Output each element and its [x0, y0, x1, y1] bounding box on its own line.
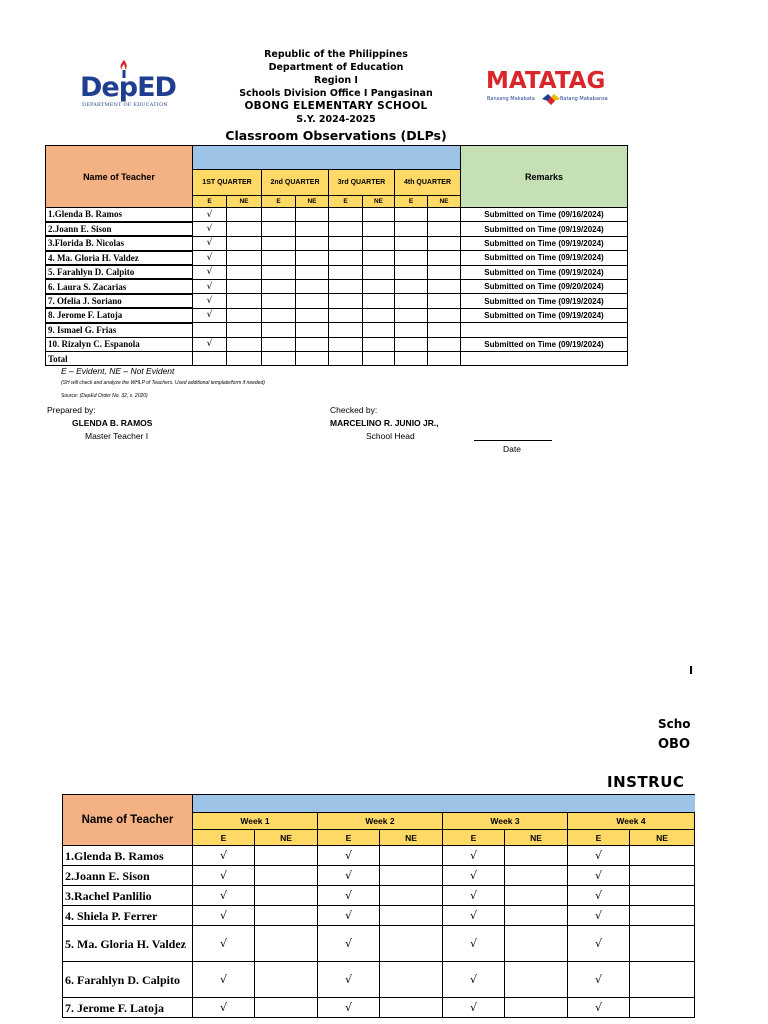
teacher-name: 1.Glenda B. Ramos	[46, 208, 193, 222]
header-division: Schools Division Office I Pangasinan	[239, 88, 433, 99]
check-cell: √	[193, 998, 255, 1018]
e-header: E	[395, 196, 428, 208]
table-row	[46, 222, 628, 236]
teacher-name: 6. Farahlyn D. Calpito	[63, 962, 193, 998]
check-cell: √	[193, 906, 255, 926]
check-cell: √	[193, 308, 227, 322]
check-cell	[193, 323, 227, 337]
quarter-header: 2nd QUARTER	[262, 170, 329, 196]
check-cell: √	[318, 926, 380, 962]
check-cell: √	[443, 886, 505, 906]
table-row	[63, 962, 695, 998]
check-cell: √	[443, 866, 505, 886]
check-cell: √	[193, 222, 227, 236]
week-band	[193, 795, 695, 813]
week-header: Week 3	[443, 813, 568, 830]
ne-header: NE	[363, 196, 395, 208]
total-row	[46, 351, 628, 365]
quarter-header: 1ST QUARTER	[193, 170, 262, 196]
check-cell: √	[443, 846, 505, 866]
ne-header: NE	[255, 830, 318, 846]
teacher-name: 5. Farahlyn D. Calpito	[46, 265, 193, 279]
table-row	[46, 265, 628, 279]
e-header: E	[262, 196, 296, 208]
check-cell: √	[193, 337, 227, 351]
ne-header: NE	[428, 196, 461, 208]
table-row	[46, 208, 628, 222]
prepared-by-label: Prepared by:	[47, 405, 96, 415]
prepared-by-title: Master Teacher I	[85, 431, 149, 441]
ne-header: NE	[296, 196, 329, 208]
teacher-name: 7. Jerome F. Latoja	[63, 998, 193, 1018]
remarks-cell: Submitted on Time (09/19/2024)	[461, 236, 628, 250]
teacher-name: 6. Laura S. Zacarias	[46, 279, 193, 293]
header-school: OBONG ELEMENTARY SCHOOL	[244, 100, 428, 112]
table-row	[46, 337, 628, 351]
check-cell: √	[568, 906, 630, 926]
table-row	[46, 236, 628, 250]
checked-by-label: Checked by:	[330, 405, 378, 415]
e-header: E	[568, 830, 630, 846]
check-cell: √	[318, 962, 380, 998]
fragment-text: I	[689, 664, 694, 677]
check-cell: √	[568, 886, 630, 906]
table-row	[46, 308, 628, 322]
table-row	[46, 294, 628, 308]
check-cell: √	[193, 236, 227, 250]
e-header: E	[329, 196, 363, 208]
teacher-name: 5. Ma. Gloria H. Valdez	[63, 926, 193, 962]
table-row	[63, 886, 695, 906]
ne-header: NE	[380, 830, 443, 846]
teacher-name: 10. Rizalyn C. Espanola	[46, 337, 193, 351]
remarks-header: Remarks	[461, 146, 628, 208]
instructional-table	[62, 794, 695, 1018]
table-row	[46, 279, 628, 293]
date-line	[474, 440, 552, 441]
quarter-band	[193, 146, 461, 170]
remarks-cell: Submitted on Time (09/19/2024)	[461, 265, 628, 279]
check-cell: √	[193, 886, 255, 906]
check-cell: √	[568, 926, 630, 962]
week-header: Week 2	[318, 813, 443, 830]
check-cell: √	[193, 962, 255, 998]
e-header: E	[193, 196, 227, 208]
check-cell: √	[318, 886, 380, 906]
prepared-by-name: GLENDA B. RAMOS	[72, 418, 153, 428]
header-department: Department of Education	[268, 62, 404, 73]
check-cell: √	[443, 962, 505, 998]
header-school-year: S.Y. 2024-2025	[296, 114, 376, 125]
table-row	[63, 846, 695, 866]
teacher-name: 4. Shiela P. Ferrer	[63, 906, 193, 926]
observation-table	[45, 145, 628, 366]
e-header: E	[443, 830, 505, 846]
teacher-name: 1.Glenda B. Ramos	[63, 846, 193, 866]
header-republic: Republic of the Philippines	[264, 49, 408, 60]
legend-text: E – Evident, NE – Not Evident	[61, 366, 175, 376]
hands-heart-icon	[540, 92, 562, 106]
remarks-cell: Submitted on Time (09/19/2024)	[461, 308, 628, 322]
check-cell: √	[193, 866, 255, 886]
teacher-name: 4. Ma. Gloria H. Valdez	[46, 251, 193, 265]
fragment-school-name: OBO	[658, 737, 691, 752]
source-text: Source: (DepEd Order No. 32, s. 2020)	[61, 393, 148, 399]
checked-by-name: MARCELINO R. JUNIO JR.,	[330, 418, 439, 428]
check-cell: √	[318, 866, 380, 886]
ne-header: NE	[630, 830, 695, 846]
remarks-cell: Submitted on Time (09/16/2024)	[461, 208, 628, 222]
matatag-logo: MATATAG Bansang Makabata Batang Makabansa	[486, 68, 616, 108]
e-header: E	[193, 830, 255, 846]
table-row	[46, 251, 628, 265]
fragment-title: INSTRUC	[607, 773, 685, 791]
teacher-name: 3.Florida B. Nicolas	[46, 236, 193, 250]
check-cell: √	[193, 926, 255, 962]
remarks-cell: Submitted on Time (09/20/2024)	[461, 279, 628, 293]
table-row	[63, 906, 695, 926]
quarter-header: 3rd QUARTER	[329, 170, 395, 196]
teacher-name: 9. Ismael G. Frias	[46, 323, 193, 337]
check-cell: √	[193, 265, 227, 279]
check-cell: √	[568, 866, 630, 886]
check-cell: √	[443, 926, 505, 962]
remarks-cell: Submitted on Time (09/19/2024)	[461, 222, 628, 236]
check-cell: √	[193, 846, 255, 866]
table-row	[46, 323, 628, 337]
check-cell: √	[568, 962, 630, 998]
deped-logo: DepED DEPARTMENT OF EDUCATION	[80, 60, 180, 112]
table-row	[63, 866, 695, 886]
remarks-cell: Submitted on Time (09/19/2024)	[461, 294, 628, 308]
teacher-name: 2.Joann E. Sison	[46, 222, 193, 236]
check-cell: √	[193, 279, 227, 293]
check-cell: √	[318, 998, 380, 1018]
week-header: Week 1	[193, 813, 318, 830]
teacher-name: 8. Jerome F. Latoja	[46, 308, 193, 322]
name-of-teacher-header: Name of Teacher	[63, 795, 193, 846]
total-label: Total	[46, 351, 193, 365]
check-cell: √	[443, 906, 505, 926]
check-cell: √	[193, 251, 227, 265]
quarter-header: 4th QUARTER	[395, 170, 461, 196]
check-cell: √	[568, 846, 630, 866]
remarks-cell: Submitted on Time (09/19/2024)	[461, 251, 628, 265]
document-title: Classroom Observations (DLPs)	[225, 128, 447, 143]
note-text: (SH will check and analyze the WHLP of Teachers. Used additional template/form if needed)	[61, 380, 265, 386]
table-row	[63, 998, 695, 1018]
remarks-cell	[461, 323, 628, 337]
check-cell: √	[443, 998, 505, 1018]
fragment-school-label: Scho	[658, 717, 691, 731]
teacher-name: 3.Rachel Panlilio	[63, 886, 193, 906]
check-cell: √	[193, 208, 227, 222]
teacher-name: 2.Joann E. Sison	[63, 866, 193, 886]
header-region: Region I	[314, 75, 358, 86]
e-header: E	[318, 830, 380, 846]
ne-header: NE	[227, 196, 262, 208]
remarks-cell: Submitted on Time (09/19/2024)	[461, 337, 628, 351]
check-cell: √	[568, 998, 630, 1018]
checked-by-title: School Head	[366, 431, 415, 441]
check-cell: √	[318, 906, 380, 926]
check-cell: √	[193, 294, 227, 308]
week-header: Week 4	[568, 813, 695, 830]
ne-header: NE	[505, 830, 568, 846]
date-label: Date	[503, 444, 521, 454]
table-row	[63, 926, 695, 962]
name-of-teacher-header: Name of Teacher	[46, 146, 193, 208]
check-cell: √	[318, 846, 380, 866]
teacher-name: 7. Ofelia J. Soriano	[46, 294, 193, 308]
